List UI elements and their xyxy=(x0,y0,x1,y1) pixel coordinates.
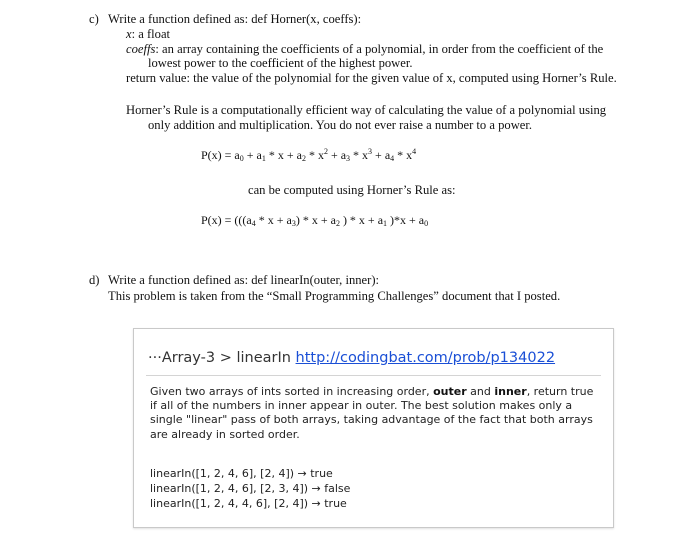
codingbat-problem-card xyxy=(133,328,614,528)
example-1: linearIn([1, 2, 4, 6], [2, 4]) → true xyxy=(150,467,333,480)
x-param-name: x xyxy=(126,27,132,41)
example-2: linearIn([1, 2, 4, 6], [2, 3, 4]) → false xyxy=(150,482,351,495)
formula2-lhs: P(x) = (((a xyxy=(201,213,252,227)
coeffs-param-line xyxy=(126,42,603,56)
problem-description: Given two arrays of ints sorted in increasing order, outer and inner, return true if all of the numbers in inner appear in outer. The best solution makes only a single "linear" pass of both arrays, taking advantage of the fact that both arrays are already in sorted order. xyxy=(150,385,594,441)
formula1-lhs: P(x) = a xyxy=(201,148,240,162)
horner-rule-line2: only addition and multiplication. You do not ever raise a number to a power. xyxy=(148,118,533,132)
outer-keyword: outer xyxy=(433,385,467,398)
part-d-label: d) xyxy=(89,273,100,287)
part-c-label: c) xyxy=(89,12,99,26)
horner-rule-line1: Horner’s Rule is a computationally efficient way of calculating the value of a polynomial using xyxy=(126,103,607,117)
x-param-line xyxy=(126,27,170,41)
coeffs-param-name: coeffs xyxy=(126,42,156,56)
example-3: linearIn([1, 2, 4, 4, 6], [2, 4]) → true xyxy=(150,497,347,510)
x-param-desc: : a float xyxy=(131,27,171,41)
inner-keyword: inner xyxy=(494,385,527,398)
polynomial-formula: $P(x) = a_0 + a_1 * x + a_2 * x^2 + a_3 * x^3 + a_4 * x^4$ xyxy=(201,147,417,163)
horner-formula: $P(x) = (((a_4 * x + a_3) * x + a_2$ ) * $x + a_1$ )$*x + a_0$ xyxy=(201,213,429,228)
coeffs-desc-line1: : an array containing the coefficients of a polynomial, in order from the coefficient of the xyxy=(155,42,604,56)
coeffs-desc-line2: lowest power to the coefficient of the highest power. xyxy=(148,56,413,70)
part-d-source: This problem is taken from the “Small Programming Challenges” document that I posted. xyxy=(108,289,561,303)
return-desc: return value: the value of the polynomial for the given value of x, computed using Horner’s Rule. xyxy=(126,71,617,85)
part-c-title: Write a function defined as: def Horner(x, coeffs): xyxy=(108,12,362,26)
codingbat-link[interactable]: http://codingbat.com/prob/p134022 xyxy=(295,350,556,366)
codingbat-breadcrumb: ···Array-3 > linearIn xyxy=(148,350,291,366)
part-d-title: Write a function defined as: def linearIn(outer, inner): xyxy=(108,273,380,287)
header-divider xyxy=(146,375,601,376)
codingbat-header xyxy=(148,350,555,366)
can-be-computed-text: can be computed using Horner’s Rule as: xyxy=(248,183,456,197)
